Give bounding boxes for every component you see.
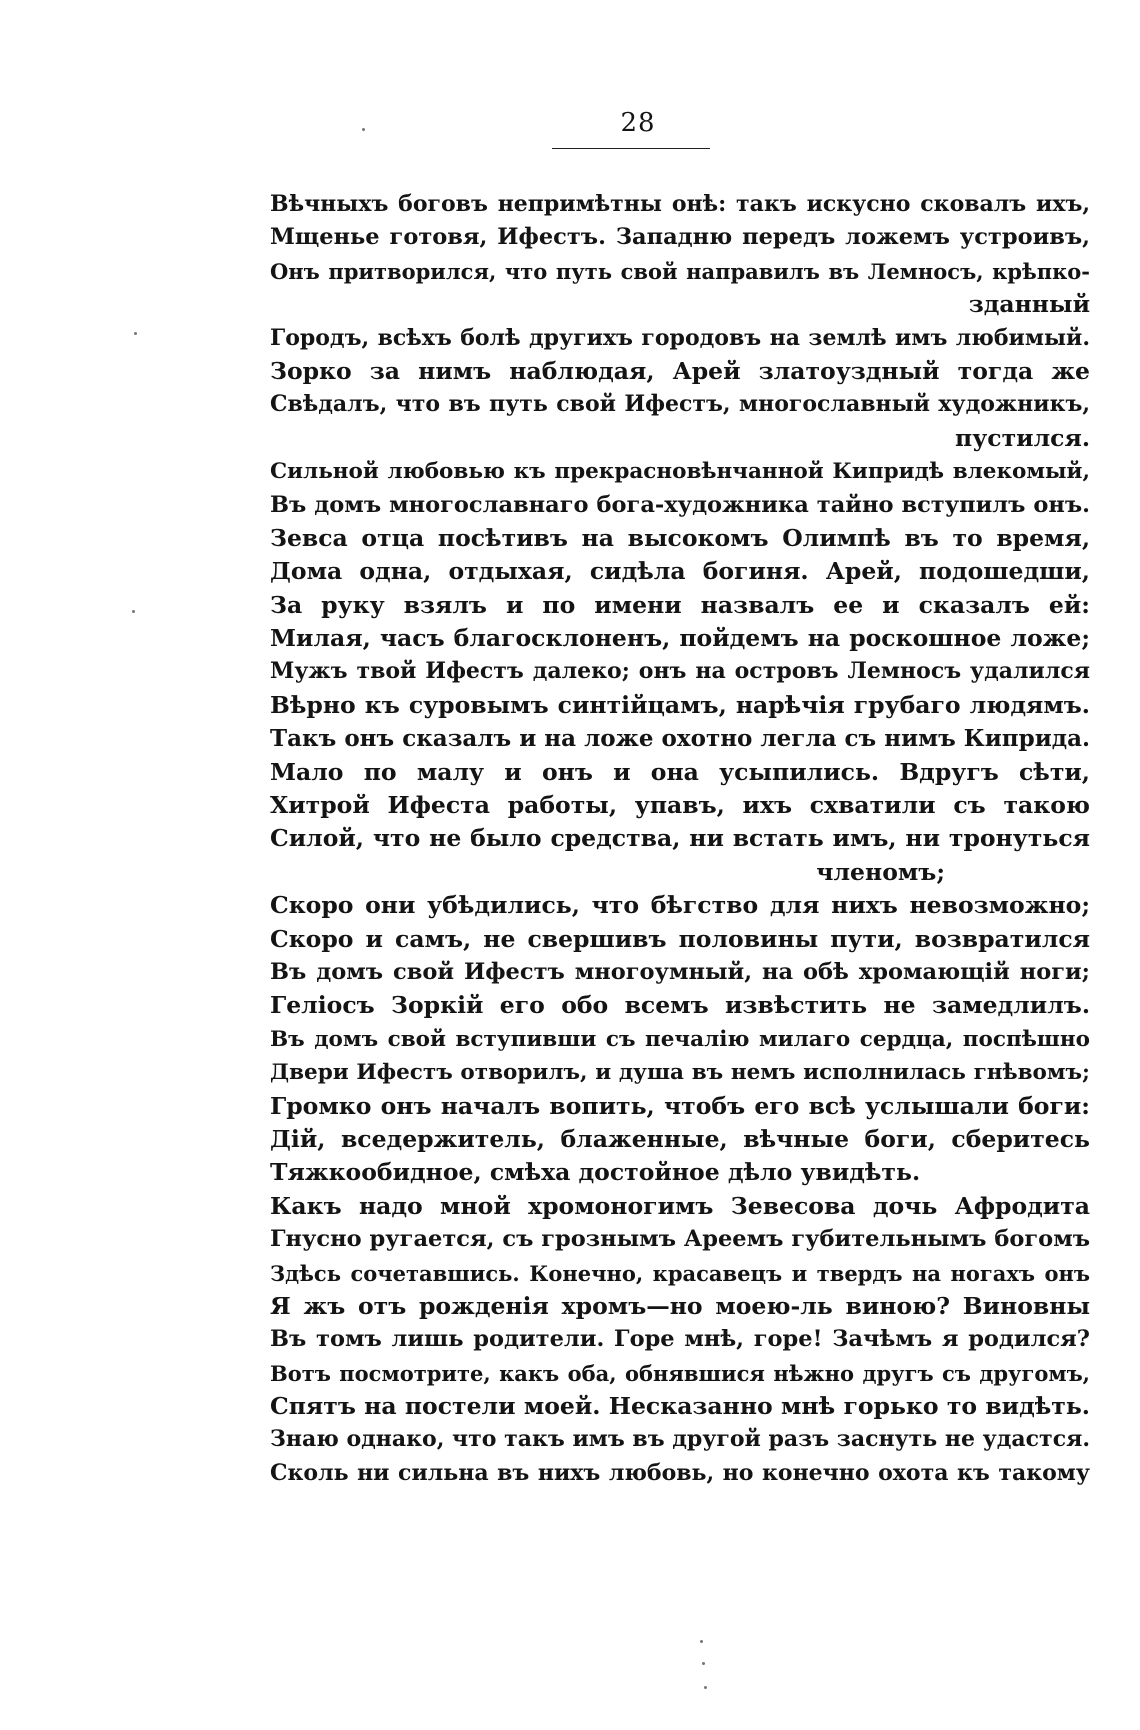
poem-text <box>270 188 1090 1490</box>
verse-line: Мщенье готовя, Ифестъ. Западню передъ ложемъ устроивъ, <box>270 224 1090 251</box>
verse-line: Въ томъ лишь родители. Горе мнѣ, горе! Зачѣмъ я родился? <box>270 1326 1090 1353</box>
verse-line-continuation: зданный <box>968 290 1090 319</box>
verse-line: Скоро они убѣдились, что бѣгство для нихъ невозможно; <box>270 891 1090 920</box>
verse-line: Свѣдалъ, что въ путь свой Ифестъ, многославный художникъ, <box>270 391 1090 418</box>
verse-line: Тяжкообидное, смѣха достойное дѣло увидѣть. <box>270 1158 921 1187</box>
verse-line: Милая, часъ благосклоненъ, пойдемъ на роскошное ложе; <box>270 624 1090 653</box>
scan-speck <box>362 128 365 131</box>
verse-line: Силой, что не было средства, ни встать имъ, ни тронуться <box>270 824 1090 853</box>
verse-line: Мало по малу и онъ и она усыпились. Вдругъ сѣти, <box>270 757 1090 786</box>
verse-line: Вѣчныхъ боговъ непримѣтны онѣ: такъ искусно сковалъ ихъ, <box>270 191 1090 217</box>
scan-speck <box>134 332 137 335</box>
verse-line: Громко онъ началъ вопить, чтобъ его всѣ услышали боги: <box>270 1091 1090 1120</box>
verse-line: Вотъ посмотрите, какъ оба, обнявшися нѣжно другъ съ другомъ, <box>270 1360 1090 1386</box>
verse-line: Дома одна, отдыхая, сидѣла богиня. Арей, подошедши, <box>270 557 1090 586</box>
scan-speck <box>702 1662 705 1665</box>
verse-line: Въ домъ многославнаго бога-художника тайно вступилъ онъ. <box>270 491 1090 518</box>
verse-line: Спятъ на постели моей. Несказанно мнѣ горько то видѣть. <box>270 1392 1090 1421</box>
verse-line: Двери Ифестъ отворилъ, и душа въ немъ исполнилась гнѣвомъ; <box>270 1060 1090 1086</box>
verse-line: Гнусно ругается, съ грознымъ Ареемъ губительнымъ богомъ <box>270 1226 1090 1253</box>
page-number-rule <box>552 148 710 149</box>
verse-line: Сильной любовью къ прекрасновѣнчанной Кипридѣ влекомый, <box>270 459 1090 485</box>
verse-line: Зорко за нимъ наблюдая, Арей златоуздный тогда же <box>270 356 1090 385</box>
verse-line: Сколь ни сильна въ нихъ любовь, но конечно охота къ такому <box>270 1459 1090 1486</box>
verse-line: Въ домъ свой вступивши съ печалію милаго сердца, поспѣшно <box>270 1026 1090 1052</box>
verse-line: Хитрой Ифеста работы, упавъ, ихъ схватили съ такою <box>270 791 1090 820</box>
page-number: 28 <box>620 108 656 138</box>
verse-line: Вѣрно къ суровымъ синтійцамъ, нарѣчія грубаго людямъ. <box>270 690 1090 719</box>
verse-line-continuation: членомъ; <box>816 857 945 886</box>
scan-speck <box>704 1686 707 1689</box>
scan-speck <box>132 610 135 613</box>
verse-line: Онъ притворился, что путь свой направилъ въ Лемносъ, крѣпко- <box>270 258 1090 284</box>
verse-line: Какъ надо мной хромоногимъ Зевесова дочь Афродита <box>270 1191 1090 1220</box>
verse-line: Скоро и самъ, не свершивъ половины пути, возвратился <box>270 924 1090 953</box>
verse-line: Зевса отца посѣтивъ на высокомъ Олимпѣ въ то время, <box>270 523 1090 552</box>
verse-line: Я жъ отъ рожденія хромъ—но моею-ль виною? Виновны <box>270 1291 1090 1320</box>
verse-line-continuation: пустился. <box>955 423 1090 452</box>
verse-line: Мужъ твой Ифестъ далеко; онъ на островъ Лемносъ удалился <box>270 658 1090 685</box>
verse-line: Такъ онъ сказалъ и на ложе охотно легла съ нимъ Киприда. <box>270 725 1090 753</box>
verse-line: Городъ, всѣхъ болѣ другихъ городовъ на землѣ имъ любимый. <box>270 324 1090 351</box>
verse-line: За руку взялъ и по имени назвалъ ее и сказалъ ей: <box>270 590 1090 619</box>
verse-line: Въ домъ свой Ифестъ многоумный, на обѣ хромающій ноги; <box>270 958 1090 985</box>
verse-line: Знаю однако, что такъ имъ въ другой разъ заснуть не удастся. <box>270 1426 1090 1453</box>
scan-speck <box>700 1640 703 1643</box>
verse-line: Дій, вседержитель, блаженные, вѣчные боги, сберитесь <box>270 1124 1090 1153</box>
verse-line: Здѣсь сочетавшись. Конечно, красавецъ и твердъ на ногахъ онъ <box>270 1260 1090 1286</box>
verse-line: Геліосъ Зоркій его обо всемъ извѣстить не замедлилъ. <box>270 991 1090 1020</box>
